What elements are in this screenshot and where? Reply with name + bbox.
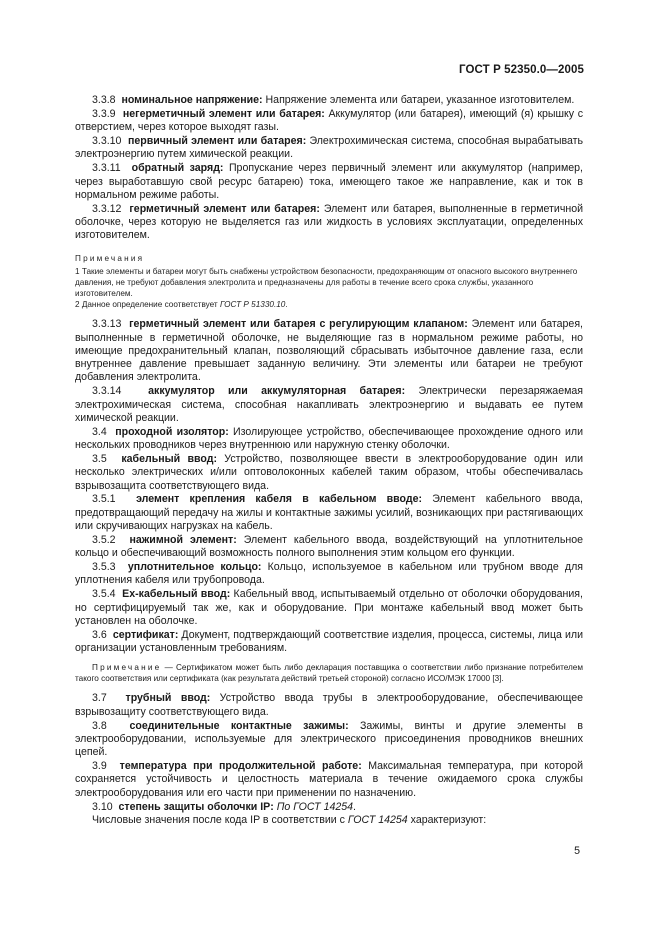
paragraph-3-3-8 [75,94,583,107]
definition: Напряжение элемента или батареи, указанное изготовителем. [262,94,575,106]
notes-heading: Примечания [75,253,145,263]
standard-reference: ГОСТ 14254 [347,814,408,827]
paragraph-3-4 [75,426,583,453]
term: сертификат: [112,628,179,641]
paragraph-ip-values [75,814,583,827]
definition: Кабельный ввод, испытываемый отдельно от оболочки оборудования, но сертифицируемый так же, как и оборудование. При монтаже кабельный ввод может быть установлен на оболочке. [75,588,583,627]
paragraph-3-7 [75,692,583,719]
paragraph-3-3-14 [75,385,583,425]
term: герметичный элемент или батарея: [129,202,320,215]
paragraph-3-6 [75,629,583,656]
clause-number: 3.3.13 [92,318,122,331]
paragraph-3-5-1 [75,493,583,533]
term: обратный заряд: [131,162,224,175]
clause-number: 3.3.8 [92,94,116,106]
sentence-end: характеризуют: [407,814,487,827]
definition: Изолирующее устройство, обеспечивающее прохождение одного или нескольких проводников через внутреннюю или наружную стенку оболочки. [75,425,583,452]
note-label: Примечание [92,663,162,673]
term: номинальное напряжение: [121,94,263,106]
term: аккумулятор или аккумуляторная батарея: [148,385,406,398]
term: проходной изолятор: [115,425,229,438]
paragraph-3-8 [75,720,583,760]
note-text: — Сертификатом может быть либо декларация поставщика о соответствии либо признание потребителем такого соответствия или сертификата (как результата действий третьей стороной) согласно ИСО/МЭК 17000 [3]. [75,663,583,684]
clause-number: 3.9 [92,760,107,773]
note-text-end: . [285,300,288,310]
clause-number: 3.5.4 [92,588,116,601]
paragraph-3-5-4 [75,588,583,628]
clause-number: 3.5.1 [92,493,116,506]
paragraph-3-3-12 [75,203,583,243]
term: негерметичный элемент или батарея: [122,107,325,120]
definition: Документ, подтверждающий соответствие изделия, процесса, системы, лица или организации установленным требованиям. [75,628,583,655]
note-item-1: 1 Такие элементы и батареи могут быть снабжены устройством безопасности, предохраняющим от опасного высокого внутреннего давления, не требуют добавления электролита и предназначены для работы в течение всего срока службы, указанного изготовителем. [75,266,578,298]
clause-number: 3.8 [92,719,107,732]
certificate-note [75,662,583,684]
definition: Элемент или батарея, выполненные в герметичной оболочке, через которую не выделяется газ или жидкость в условиях эксплуатации, определенных изготовителем. [75,202,584,242]
standard-header: ГОСТ Р 52350.0—2005 [459,64,584,76]
sentence-start: Числовые значения после кода IP в соответствии с [92,814,348,827]
definition: Аккумулятор (или батарея), имеющий (я) крышку с отверстием, через которое выходят газы. [75,107,583,134]
clause-number: 3.5 [92,452,107,465]
term: соединительные контактные зажимы: [129,719,349,732]
definition: Устройство ввода трубы в электрооборудование, обеспечивающее взрывозащиту соответствующего вида. [75,692,584,718]
term: первичный элемент или батарея: [127,135,307,148]
clause-number: 3.3.12 [92,202,122,215]
note-text: 2 Данное определение соответствует [75,300,220,310]
page-number: 5 [574,845,580,857]
clause-number: 3.5.3 [92,561,116,574]
clause-number: 3.6 [92,628,107,641]
definition: Элемент кабельного ввода, воздействующий на уплотнительное кольцо и обеспечивающий возможность полного выполнения этим кольцом его функции. [75,533,584,560]
clause-number: 3.7 [92,692,107,705]
document-body [75,94,583,828]
clause-number: 3.3.9 [92,107,116,120]
standard-reference: ГОСТ Р 51330.10 [219,300,286,310]
term: кабельный ввод: [121,452,217,465]
definition: Электрически перезаряжаемая электрохимическая система, способная накапливать электроэнергию и выдавать ее путем химической реакции. [75,385,584,424]
clause-number: 3.3.11 [92,162,121,175]
paragraph-3-5 [75,453,583,493]
clause-number: 3.10 [92,800,113,813]
definition: Элемент кабельного ввода, предотвращающий передачу на жилы и контактные зажимы усилий, возникающих при растягивающих или скручивающих нагрузках на кабель. [75,493,584,533]
paragraph-3-3-13 [75,318,583,384]
paragraph-3-10 [75,801,583,814]
definition: Пропускание через первичный элемент или аккумулятор (например, через выработавшую свой ресурс батарею) тока, имеющего такое же направление, как и ток в нормальном режиме работы. [75,162,583,201]
definition: Устройство, позволяющее ввести в электрооборудование один или несколько электрических и/или оптоволоконных кабелей таким образом, чтобы обеспечивалась взрывозащита соответствующего вида. [75,452,583,492]
note-item-2 [75,299,583,310]
term: элемент крепления кабеля в кабельном вводе: [136,493,423,506]
definition: Электрохимическая система, способная вырабатывать электроэнергию путем химической реакции. [75,135,584,161]
definition: Зажимы, винты и другие элементы в электрооборудовании, используемые для электрического присоединения проводников внешних цепей. [75,719,583,759]
paragraph-3-3-11 [75,162,583,202]
term: Ex-кабельный ввод: [122,588,231,601]
paragraph-3-3-10 [75,135,583,162]
paragraph-3-5-3 [75,561,583,588]
term: герметичный элемент или батарея с регулирующим клапаном: [129,318,468,331]
clause-number: 3.3.10 [92,135,122,148]
term: степень защиты оболочки IP: [118,800,274,813]
notes-block [75,253,583,311]
clause-number: 3.5.2 [92,533,116,546]
paragraph-3-9 [75,760,583,800]
clause-number: 3.4 [92,425,107,438]
paragraph-3-3-9 [75,108,583,135]
term: уплотнительное кольцо: [127,561,262,574]
definition: Кольцо, используемое в кабельном или трубном вводе для уплотнения кабеля или трубопровода. [75,561,584,587]
paragraph-3-5-2 [75,534,583,561]
definition-end: . [353,800,356,813]
standard-reference: По ГОСТ 14254 [273,800,354,813]
term: трубный ввод: [125,692,211,705]
definition: Максимальная температура, при которой сохраняется устойчивость и целостность материала в течение ожидаемого срока службы электрооборудования или его части при применении по назначению. [75,760,583,799]
term: нажимной элемент: [129,533,237,546]
clause-number: 3.3.14 [92,385,122,398]
definition: Элемент или батарея, выполненные в герметичной оболочке, не выделяющие газ в нормальном режиме работы, но имеющие предохранительный клапан, позволяющий сбрасывать избыточное давление газа, если внутреннее давление превышает заданную величину. Эти элементы или батареи не требуют добавления электролита. [75,318,583,384]
term: температура при продолжительной работе: [119,760,362,773]
